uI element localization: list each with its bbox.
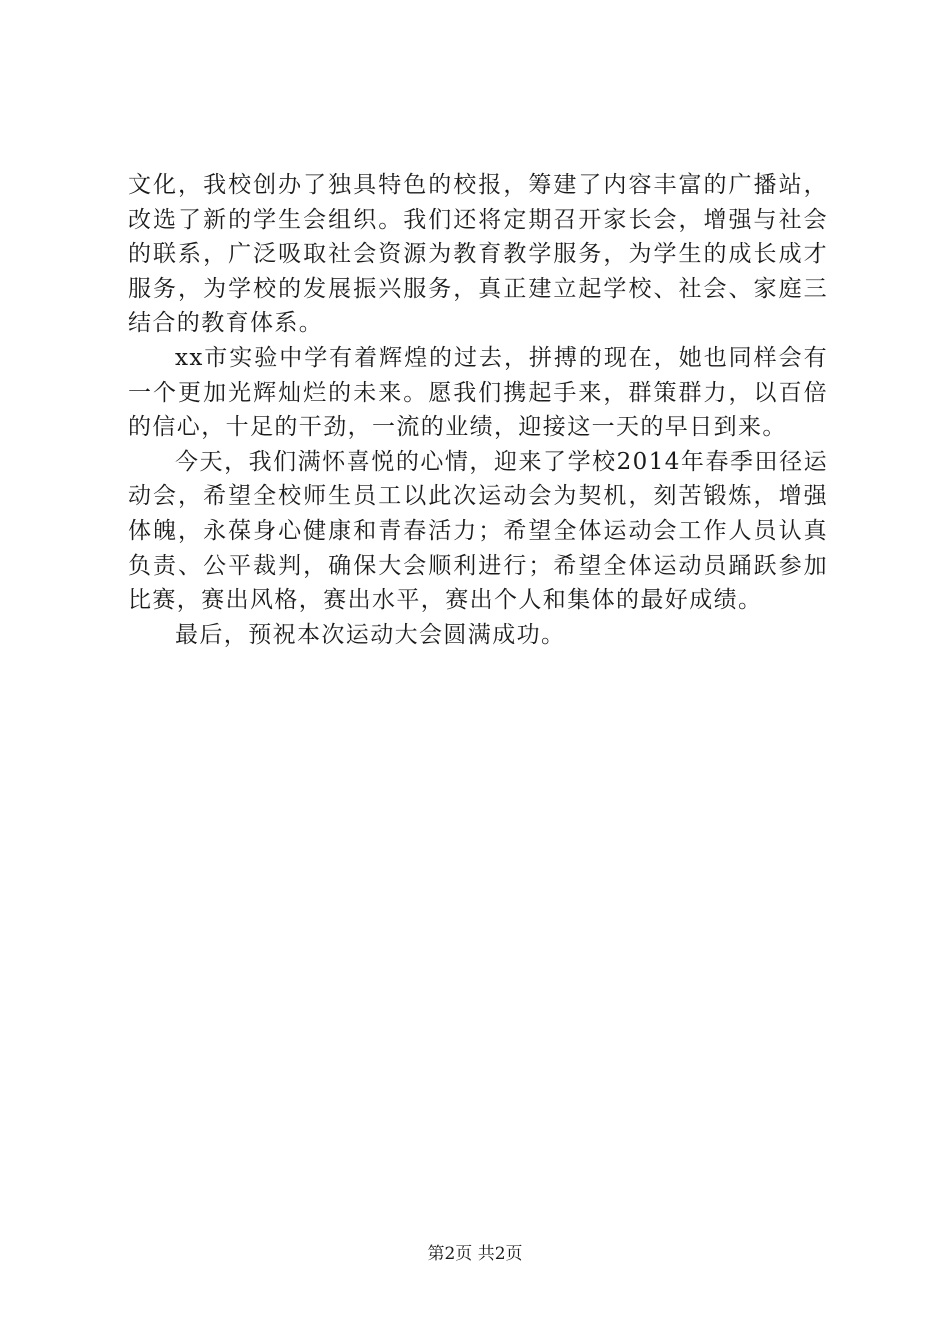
document-body	[128, 168, 828, 652]
page-footer: 第2页 共2页	[427, 1244, 523, 1264]
paragraph-school-future: xx市实验中学有着辉煌的过去，拼搏的现在，她也同样会有一个更加光辉灿烂的未来。愿我们携起手来，群策群力，以百倍的信心，十足的干劲，一流的业绩，迎接这一天的早日到来。	[128, 344, 828, 441]
paragraph-sports-meet: 今天，我们满怀喜悦的心情，迎来了学校2014年春季田径运动会，希望全校师生员工以此次运动会为契机，刻苦锻炼，增强体魄，永葆身心健康和青春活力；希望全体运动会工作人员认真负责、公平裁判，确保大会顺利进行；希望全体运动员踊跃参加比赛，赛出风格，赛出水平，赛出个人和集体的最好成绩。	[128, 448, 828, 614]
paragraph-continuation: 文化，我校创办了独具特色的校报，筹建了内容丰富的广播站，改选了新的学生会组织。我们还将定期召开家长会，增强与社会的联系，广泛吸取社会资源为教育教学服务，为学生的成长成才服务，为学校的发展振兴服务，真正建立起学校、社会、家庭三结合的教育体系。	[128, 172, 828, 337]
paragraph-closing: 最后，预祝本次运动大会圆满成功。	[175, 621, 566, 648]
